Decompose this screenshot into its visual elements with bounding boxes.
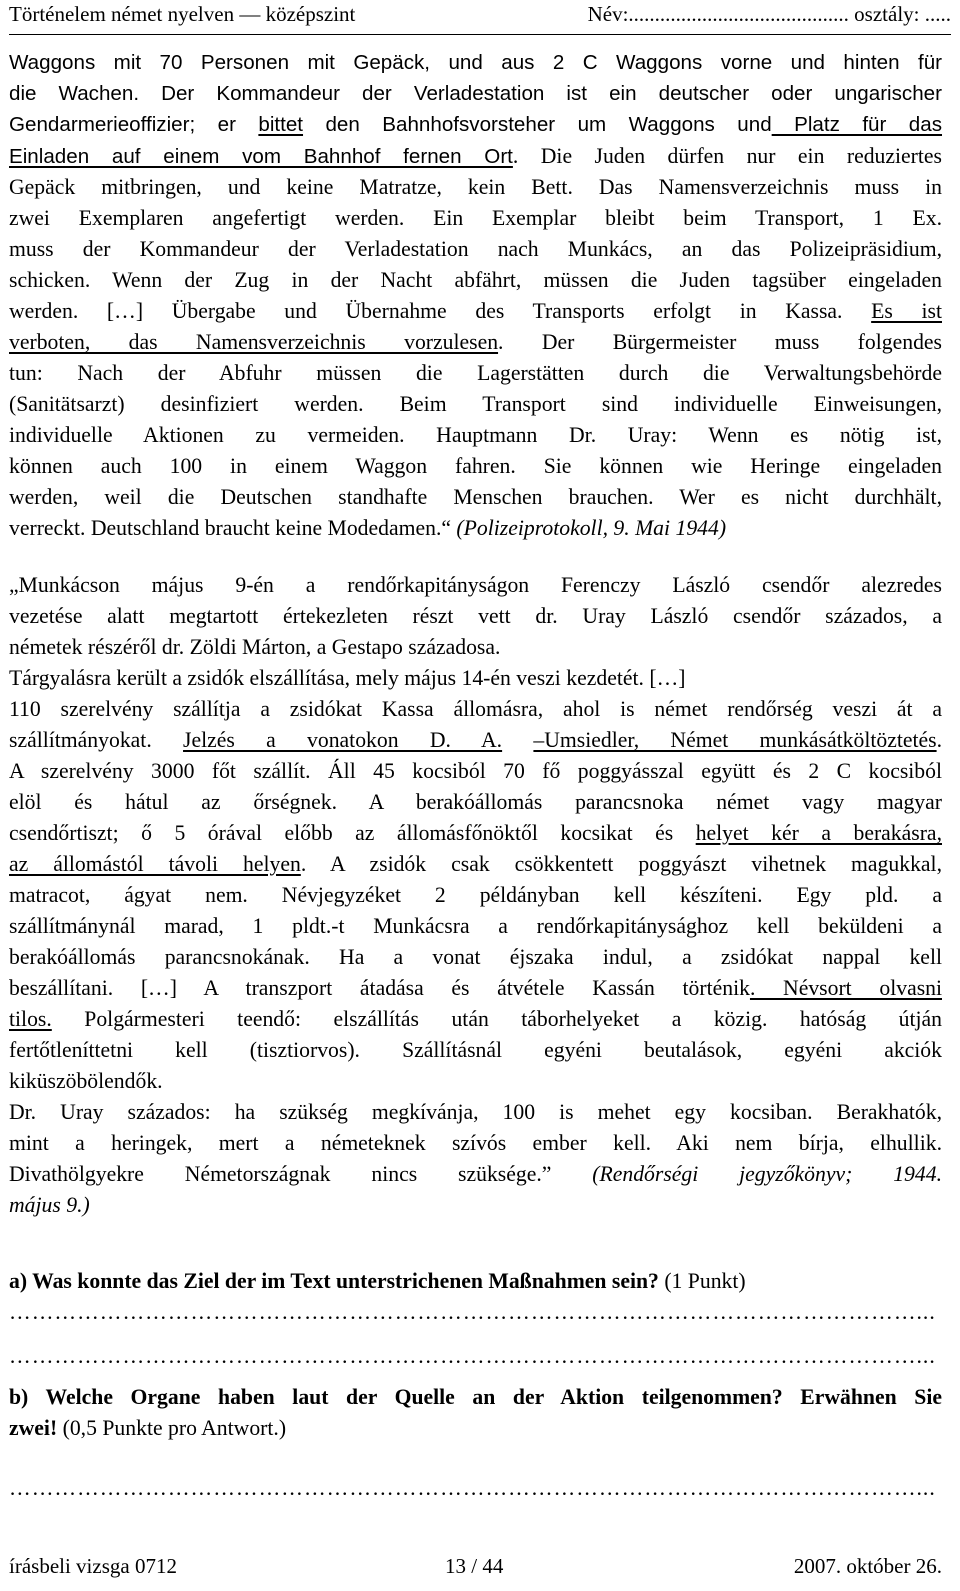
text-line: werden. […] Übergabe und Übernahme des Transports erfolgt in Kassa. Es ist (9, 299, 942, 323)
text-line: „Munkácson május 9-én a rendőrkapitányságon Ferenczy László csendőr alezredes (9, 573, 942, 597)
text-line: verboten, das Namensverzeichnis vorzulesen. Der Bürgermeister muss folgendes (9, 330, 942, 354)
text-line: verreckt. Deutschland braucht keine Modedamen.“ (Polizeiprotokoll, 9. Mai 1944) (9, 516, 727, 540)
source-citation: (Polizeiprotokoll, 9. Mai 1944) (456, 516, 727, 540)
question-b-text: b) Welche Organe haben laut der Quelle an der Aktion teilgenommen? Erwähnen Sie (9, 1385, 942, 1409)
text-line: 110 szerelvény szállítja a zsidókat Kassa állomásra, ahol is német rendőrség veszi át a (9, 697, 942, 721)
text-line: A szerelvény 3000 főt szállít. Áll 45 kocsiból 70 fő poggyásszal együtt és 2 C kocsiból (9, 759, 942, 783)
text-line: (Sanitätsarzt) desinfiziert werden. Beim Transport sind individuelle Einweisungen, (9, 392, 942, 416)
text-line: kiküszöbölendők. (9, 1069, 163, 1093)
underlined-text: Jelzés a vonatokon D. A. (183, 728, 503, 752)
question-a-text: a) Was konnte das Ziel der im Text unterstrichenen Maßnahmen sein? (1 Punkt) (9, 1269, 746, 1293)
text-line: vezetése alatt megtartott értekezleten részt vett dr. Uray László csendőr százados, a (9, 604, 942, 628)
text-line: können auch 100 in einem Waggon fahren. Sie können wie Heringe eingeladen (9, 454, 942, 478)
footer-date: 2007. október 26. (793, 1554, 942, 1578)
underlined-text: Es ist (871, 299, 942, 323)
answer-line-a2[interactable]: …………………………………………………………………………………………………………... (9, 1344, 936, 1368)
text-line: szállítmánynál marad, 1 pldt.-t Munkácsra a rendőrkapitánysághoz kell beküldeni a (9, 914, 942, 938)
text-line: az állomástól távoli helyen. A zsidók csak csökkentett poggyászt vihetnek magukkal, (9, 852, 942, 876)
text-line: schicken. Wenn der Zug in der Nacht abfährt, müssen die Juden tagsüber eingeladen (9, 268, 942, 292)
text-line: németek részéről dr. Zöldi Márton, a Gestapo századosa. (9, 635, 501, 659)
page-footer (9, 1554, 942, 1584)
text-line: csendőrtiszt; ő 5 órával előbb az állomásfőnöktől kocsikat és helyet kér a berakásra, (9, 821, 942, 845)
source-citation: május 9.) (9, 1193, 90, 1217)
answer-line-a1[interactable]: …………………………………………………………………………………………………………... (9, 1300, 936, 1324)
header-name-class-field: Név:.......................................... osztály: ..... (587, 2, 951, 26)
question-b-text: zwei! (0,5 Punkte pro Antwort.) (9, 1416, 287, 1440)
text-line: Gendarmerieoffizier; er bittet den Bahnhofsvorsteher um Waggons und Platz für das (9, 113, 942, 136)
text-line: tun: Nach der Abfuhr müssen die Lagerstätten durch die Verwaltungsbehörde (9, 361, 942, 385)
footer-exam-code: írásbeli vizsga 0712 (9, 1554, 177, 1578)
text-line: Divathölgyekre Németországnak nincs szüksége.” (Rendőrségi jegyzőkönyv; 1944. (9, 1162, 942, 1186)
header-subject: Történelem német nyelven — középszint (9, 2, 356, 26)
underlined-text: . Névsort olvasni (749, 976, 942, 1000)
answer-line-b1[interactable]: …………………………………………………………………………………………………………... (9, 1476, 936, 1500)
underlined-text: –Umsiedler, Német munkásátköltöztetés (533, 728, 937, 752)
text-line: mint a heringek, mert a németeknek szívós ember kell. Aki nem bírja, elhullik. (9, 1131, 942, 1155)
text-line: Tárgyalásra került a zsidók elszállítása, mely május 14-én veszi kezdetét. […] (9, 666, 686, 690)
underlined-text: verboten, das Namensverzeichnis vorzulesen (9, 330, 499, 354)
text-line: matracot, ágyat nem. Névjegyzéket 2 példányban kell készíteni. Egy pld. a (9, 883, 942, 907)
text-line: Einladen auf einem vom Bahnhof fernen Ort. Die Juden dürfen nur ein reduziertes (9, 144, 942, 168)
underlined-text: helyet kér a berakásra, (695, 821, 942, 845)
text-line: Dr. Uray százados: ha szükség megkívánja, 100 is mehet egy kocsiban. Berakhatók, (9, 1100, 942, 1124)
text-line: Gepäck mitbringen, und keine Matratze, kein Bett. Das Namensverzeichnis muss in (9, 175, 942, 199)
text-line: berakóállomás parancsnokának. Ha a vonat éjszaka indul, a zsidókat nappal kell (9, 945, 942, 969)
underlined-text: az állomástól távoli helyen (9, 852, 301, 876)
text-line: werden, weil die Deutschen standhafte Menschen brauchen. Wer es nicht durchhält, (9, 485, 942, 509)
text-line: muss der Kommandeur der Verladestation nach Munkács, an das Polizeipräsidium, (9, 237, 942, 261)
text-line: tilos. Polgármesteri teendő: elszállítás után táborhelyeket a közig. hatóság útján (9, 1007, 942, 1031)
underlined-text: Einladen auf einem vom Bahnhof fernen Ort (9, 145, 513, 168)
underlined-text: bittet (258, 113, 304, 136)
underlined-text: tilos. (9, 1007, 52, 1031)
text-line: die Wachen. Der Kommandeur der Verladestation ist ein deutscher oder ungarischer (9, 82, 942, 105)
text-line: elöl és hátul az őrségnek. A berakóállomás parancsnoka német vagy magyar (9, 790, 942, 814)
footer-page-number: 13 / 44 (445, 1554, 504, 1578)
text-line: Waggons mit 70 Personen mit Gepäck, und aus 2 C Waggons vorne und hinten für (9, 51, 942, 74)
text-line: zwei Exemplaren angefertigt werden. Ein Exemplar bleibt beim Transport, 1 Ex. (9, 206, 942, 230)
text-line: beszállítani. […] A transzport átadása és átvétele Kassán történik. Névsort olvasni (9, 976, 942, 1000)
text-line: fertőtleníttetni kell (tisztiorvos). Szállításnál egyéni beutalások, egyéni akciók (9, 1038, 942, 1062)
underlined-text: Platz für das (771, 113, 942, 136)
text-line: individuelle Aktionen zu vermeiden. Hauptmann Dr. Uray: Wenn es nötig ist, (9, 423, 942, 447)
source-citation: (Rendőrségi jegyzőkönyv; 1944. (592, 1162, 942, 1186)
text-line: szállítmányokat. Jelzés a vonatokon D. A. –Umsiedler, Német munkásátköltöztetés. (9, 728, 943, 752)
page-header (9, 0, 951, 35)
